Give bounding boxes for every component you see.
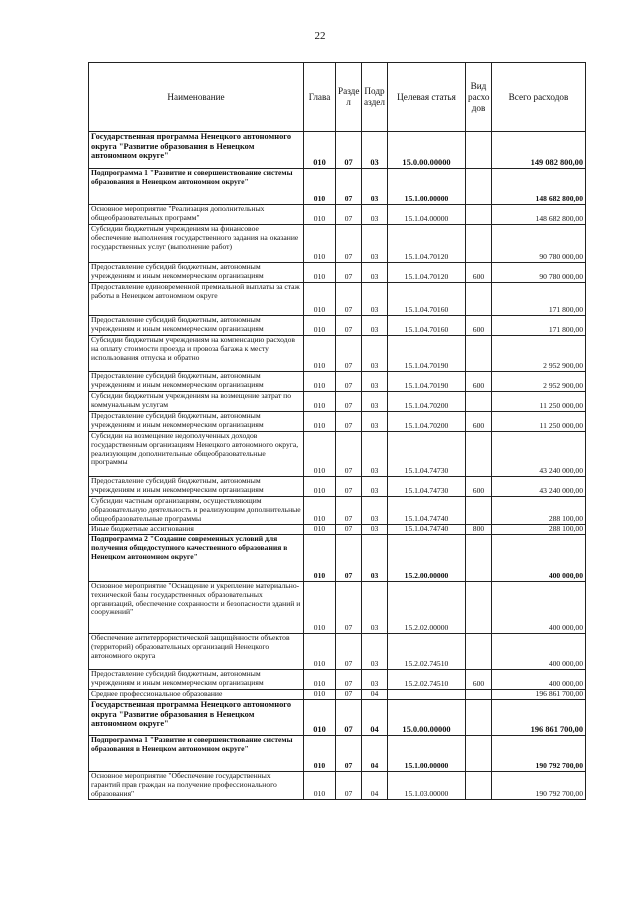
cell-razdel: 07 xyxy=(336,772,362,800)
cell-podrazdel: 03 xyxy=(362,582,388,634)
cell-target: 15.1.00.00000 xyxy=(388,169,466,205)
table-row xyxy=(89,535,586,582)
cell-target: 15.1.04.70160 xyxy=(388,283,466,316)
cell-podrazdel: 04 xyxy=(362,700,388,736)
table-row xyxy=(89,263,586,283)
cell-target xyxy=(388,690,466,700)
cell-vid: 800 xyxy=(466,525,492,535)
cell-razdel: 07 xyxy=(336,477,362,497)
cell-podrazdel: 03 xyxy=(362,336,388,372)
cell-total: 400 000,00 xyxy=(492,670,586,690)
cell-total: 43 240 000,00 xyxy=(492,477,586,497)
cell-target: 15.1.04.74730 xyxy=(388,432,466,477)
cell-name: Субсидии бюджетным учреждениям на финансовое обеспечение выполнения государственного задания на оказание государственных услуг (выполнение работ) xyxy=(89,225,304,263)
cell-vid xyxy=(466,392,492,412)
cell-name: Субсидии частным организациям, осуществляющим образовательную деятельность и реализующим дополнительные общеобразовательные программы xyxy=(89,497,304,525)
cell-name: Государственная программа Ненецкого автономного округа "Развитие образования в Ненецком автономном округе" xyxy=(89,132,304,169)
cell-target: 15.1.04.74730 xyxy=(388,477,466,497)
cell-razdel: 07 xyxy=(336,225,362,263)
cell-podrazdel: 03 xyxy=(362,477,388,497)
cell-razdel: 07 xyxy=(336,169,362,205)
header-razdel: Разде л xyxy=(336,63,362,132)
cell-total: 148 682 800,00 xyxy=(492,205,586,225)
cell-total: 288 100,00 xyxy=(492,525,586,535)
cell-total: 171 800,00 xyxy=(492,283,586,316)
table-row xyxy=(89,392,586,412)
table-row xyxy=(89,316,586,336)
header-glava: Глава xyxy=(304,63,336,132)
cell-razdel: 07 xyxy=(336,372,362,392)
table-row xyxy=(89,690,586,700)
cell-name: Предоставление субсидий бюджетным, автономным учреждениям и иным некоммерческим организациям xyxy=(89,670,304,690)
cell-razdel: 07 xyxy=(336,535,362,582)
table-row xyxy=(89,283,586,316)
page-number: 22 xyxy=(314,30,326,42)
cell-target: 15.0.00.00000 xyxy=(388,132,466,169)
cell-glava: 010 xyxy=(304,772,336,800)
table-row xyxy=(89,582,586,634)
cell-total: 288 100,00 xyxy=(492,497,586,525)
cell-vid xyxy=(466,432,492,477)
cell-podrazdel: 03 xyxy=(362,670,388,690)
cell-name: Предоставление единовременной премиальной выплаты за стаж работы в Ненецком автономном округе xyxy=(89,283,304,316)
table-row xyxy=(89,205,586,225)
cell-glava: 010 xyxy=(304,535,336,582)
header-vid: Вид расхо дов xyxy=(466,63,492,132)
header-total: Всего расходов xyxy=(492,63,586,132)
cell-podrazdel: 03 xyxy=(362,432,388,477)
table-row xyxy=(89,169,586,205)
table-row xyxy=(89,372,586,392)
cell-glava: 010 xyxy=(304,283,336,316)
cell-glava: 010 xyxy=(304,670,336,690)
cell-podrazdel: 03 xyxy=(362,372,388,392)
cell-target: 15.2.02.00000 xyxy=(388,582,466,634)
cell-glava: 010 xyxy=(304,316,336,336)
cell-podrazdel: 03 xyxy=(362,205,388,225)
cell-glava: 010 xyxy=(304,392,336,412)
cell-name: Основное мероприятие "Оснащение и укрепление материально-технической базы государственных образовательных организаций, обеспечение сохранности и безопасности зданий и сооружений" xyxy=(89,582,304,634)
cell-vid xyxy=(466,497,492,525)
cell-target: 15.1.00.00000 xyxy=(388,736,466,772)
cell-glava: 010 xyxy=(304,263,336,283)
cell-vid xyxy=(466,283,492,316)
table-row xyxy=(89,225,586,263)
cell-name: Субсидии бюджетным учреждениям на возмещение затрат по коммунальным услугам xyxy=(89,392,304,412)
cell-target: 15.2.00.00000 xyxy=(388,535,466,582)
cell-total: 196 861 700,00 xyxy=(492,700,586,736)
table-row xyxy=(89,700,586,736)
cell-vid xyxy=(466,132,492,169)
cell-vid xyxy=(466,700,492,736)
cell-razdel: 07 xyxy=(336,736,362,772)
cell-razdel: 07 xyxy=(336,316,362,336)
cell-vid xyxy=(466,736,492,772)
cell-total: 190 792 700,00 xyxy=(492,736,586,772)
cell-target: 15.2.02.74510 xyxy=(388,634,466,670)
cell-name: Основное мероприятие "Обеспечение государственных гарантий прав граждан на получение профессионального образования" xyxy=(89,772,304,800)
cell-razdel: 07 xyxy=(336,670,362,690)
cell-razdel: 07 xyxy=(336,690,362,700)
cell-total: 11 250 000,00 xyxy=(492,412,586,432)
cell-glava: 010 xyxy=(304,372,336,392)
cell-name: Основное мероприятие "Реализация дополнительных общеобразовательных программ" xyxy=(89,205,304,225)
cell-podrazdel: 03 xyxy=(362,316,388,336)
cell-vid xyxy=(466,772,492,800)
table-row xyxy=(89,525,586,535)
cell-name: Среднее профессиональное образование xyxy=(89,690,304,700)
cell-total: 400 000,00 xyxy=(492,535,586,582)
table-row xyxy=(89,336,586,372)
cell-vid: 600 xyxy=(466,670,492,690)
cell-name: Государственная программа Ненецкого автономного округа "Развитие образования в Ненецком автономном округе" xyxy=(89,700,304,736)
cell-total: 400 000,00 xyxy=(492,582,586,634)
cell-razdel: 07 xyxy=(336,283,362,316)
cell-target: 15.1.04.70190 xyxy=(388,372,466,392)
cell-target: 15.0.00.00000 xyxy=(388,700,466,736)
cell-total: 190 792 700,00 xyxy=(492,772,586,800)
cell-name: Предоставление субсидий бюджетным, автономным учреждениям и иным некоммерческим организациям xyxy=(89,372,304,392)
cell-glava: 010 xyxy=(304,225,336,263)
cell-glava: 010 xyxy=(304,700,336,736)
table-row xyxy=(89,132,586,169)
cell-target: 15.1.04.70160 xyxy=(388,316,466,336)
cell-vid xyxy=(466,205,492,225)
cell-total: 149 082 800,00 xyxy=(492,132,586,169)
cell-vid xyxy=(466,634,492,670)
cell-podrazdel: 03 xyxy=(362,497,388,525)
cell-target: 15.1.04.70120 xyxy=(388,263,466,283)
cell-razdel: 07 xyxy=(336,700,362,736)
cell-total: 43 240 000,00 xyxy=(492,432,586,477)
cell-podrazdel: 03 xyxy=(362,169,388,205)
cell-podrazdel: 04 xyxy=(362,772,388,800)
header-name: Наименование xyxy=(89,63,304,132)
header-target: Целевая статья xyxy=(388,63,466,132)
cell-podrazdel: 03 xyxy=(362,525,388,535)
cell-name: Предоставление субсидий бюджетным, автономным учреждениям и иным некоммерческим организациям xyxy=(89,316,304,336)
table-header-row xyxy=(89,63,586,132)
cell-glava: 010 xyxy=(304,497,336,525)
cell-podrazdel: 03 xyxy=(362,132,388,169)
cell-glava: 010 xyxy=(304,736,336,772)
cell-name: Предоставление субсидий бюджетным, автономным учреждениям и иным некоммерческим организациям xyxy=(89,263,304,283)
cell-target: 15.1.04.70200 xyxy=(388,412,466,432)
cell-podrazdel: 03 xyxy=(362,283,388,316)
cell-target: 15.1.04.70200 xyxy=(388,392,466,412)
budget-table xyxy=(88,62,586,800)
cell-target: 15.1.04.74740 xyxy=(388,497,466,525)
cell-total: 148 682 800,00 xyxy=(492,169,586,205)
cell-target: 15.1.04.70190 xyxy=(388,336,466,372)
cell-glava: 010 xyxy=(304,634,336,670)
cell-podrazdel: 03 xyxy=(362,634,388,670)
cell-name: Обеспечение антитеррористической защищённости объектов (территорий) образовательных организаций Ненецкого автономного округа xyxy=(89,634,304,670)
cell-vid xyxy=(466,535,492,582)
cell-name: Подпрограмма 1 "Развитие и совершенствование системы образования в Ненецком автономном округе" xyxy=(89,169,304,205)
cell-vid: 600 xyxy=(466,477,492,497)
cell-podrazdel: 03 xyxy=(362,412,388,432)
table-body xyxy=(89,132,586,800)
cell-glava: 010 xyxy=(304,412,336,432)
cell-vid: 600 xyxy=(466,316,492,336)
cell-target: 15.1.03.00000 xyxy=(388,772,466,800)
table-row xyxy=(89,736,586,772)
cell-razdel: 07 xyxy=(336,205,362,225)
cell-glava: 010 xyxy=(304,477,336,497)
cell-total: 90 780 000,00 xyxy=(492,225,586,263)
cell-target: 15.2.02.74510 xyxy=(388,670,466,690)
cell-name: Субсидии на возмещение недополученных доходов государственным организациям Ненецкого автономного округа, реализующим дополнительные общеобразовательные программы xyxy=(89,432,304,477)
cell-total: 2 952 900,00 xyxy=(492,372,586,392)
cell-total: 196 861 700,00 xyxy=(492,690,586,700)
cell-total: 2 952 900,00 xyxy=(492,336,586,372)
cell-vid xyxy=(466,225,492,263)
cell-name: Подпрограмма 2 "Создание современных условий для получения общедоступного качественного образования в Ненецком автономном округе" xyxy=(89,535,304,582)
table-row xyxy=(89,634,586,670)
cell-razdel: 07 xyxy=(336,525,362,535)
cell-podrazdel: 04 xyxy=(362,690,388,700)
cell-glava: 010 xyxy=(304,132,336,169)
cell-target: 15.1.04.00000 xyxy=(388,205,466,225)
cell-total: 11 250 000,00 xyxy=(492,392,586,412)
cell-vid: 600 xyxy=(466,372,492,392)
cell-glava: 010 xyxy=(304,690,336,700)
cell-name: Иные бюджетные ассигнования xyxy=(89,525,304,535)
cell-glava: 010 xyxy=(304,205,336,225)
cell-name: Субсидии бюджетным учреждениям на компенсацию расходов на оплату стоимости проезда и провоза багажа к месту использования отпуска и обратно xyxy=(89,336,304,372)
cell-podrazdel: 03 xyxy=(362,225,388,263)
table-row xyxy=(89,432,586,477)
cell-target: 15.1.04.70120 xyxy=(388,225,466,263)
cell-razdel: 07 xyxy=(336,392,362,412)
cell-name: Предоставление субсидий бюджетным, автономным учреждениям и иным некоммерческим организациям xyxy=(89,477,304,497)
cell-podrazdel: 03 xyxy=(362,535,388,582)
cell-razdel: 07 xyxy=(336,336,362,372)
cell-name: Подпрограмма 1 "Развитие и совершенствование системы образования в Ненецком автономном округе" xyxy=(89,736,304,772)
cell-razdel: 07 xyxy=(336,132,362,169)
cell-razdel: 07 xyxy=(336,412,362,432)
cell-name: Предоставление субсидий бюджетным, автономным учреждениям и иным некоммерческим организациям xyxy=(89,412,304,432)
cell-glava: 010 xyxy=(304,336,336,372)
cell-vid xyxy=(466,582,492,634)
cell-razdel: 07 xyxy=(336,497,362,525)
cell-total: 90 780 000,00 xyxy=(492,263,586,283)
cell-vid xyxy=(466,169,492,205)
table-row xyxy=(89,772,586,800)
cell-podrazdel: 04 xyxy=(362,736,388,772)
table-row xyxy=(89,412,586,432)
cell-razdel: 07 xyxy=(336,263,362,283)
cell-total: 171 800,00 xyxy=(492,316,586,336)
cell-vid xyxy=(466,336,492,372)
cell-razdel: 07 xyxy=(336,432,362,477)
table-row xyxy=(89,497,586,525)
cell-glava: 010 xyxy=(304,525,336,535)
cell-podrazdel: 03 xyxy=(362,263,388,283)
cell-glava: 010 xyxy=(304,432,336,477)
cell-glava: 010 xyxy=(304,582,336,634)
table-row xyxy=(89,670,586,690)
cell-vid: 600 xyxy=(466,412,492,432)
cell-glava: 010 xyxy=(304,169,336,205)
cell-razdel: 07 xyxy=(336,634,362,670)
cell-target: 15.1.04.74740 xyxy=(388,525,466,535)
cell-vid: 600 xyxy=(466,263,492,283)
cell-vid xyxy=(466,690,492,700)
cell-razdel: 07 xyxy=(336,582,362,634)
cell-total: 400 000,00 xyxy=(492,634,586,670)
header-podrazdel: Подр аздел xyxy=(362,63,388,132)
table-row xyxy=(89,477,586,497)
cell-podrazdel: 03 xyxy=(362,392,388,412)
